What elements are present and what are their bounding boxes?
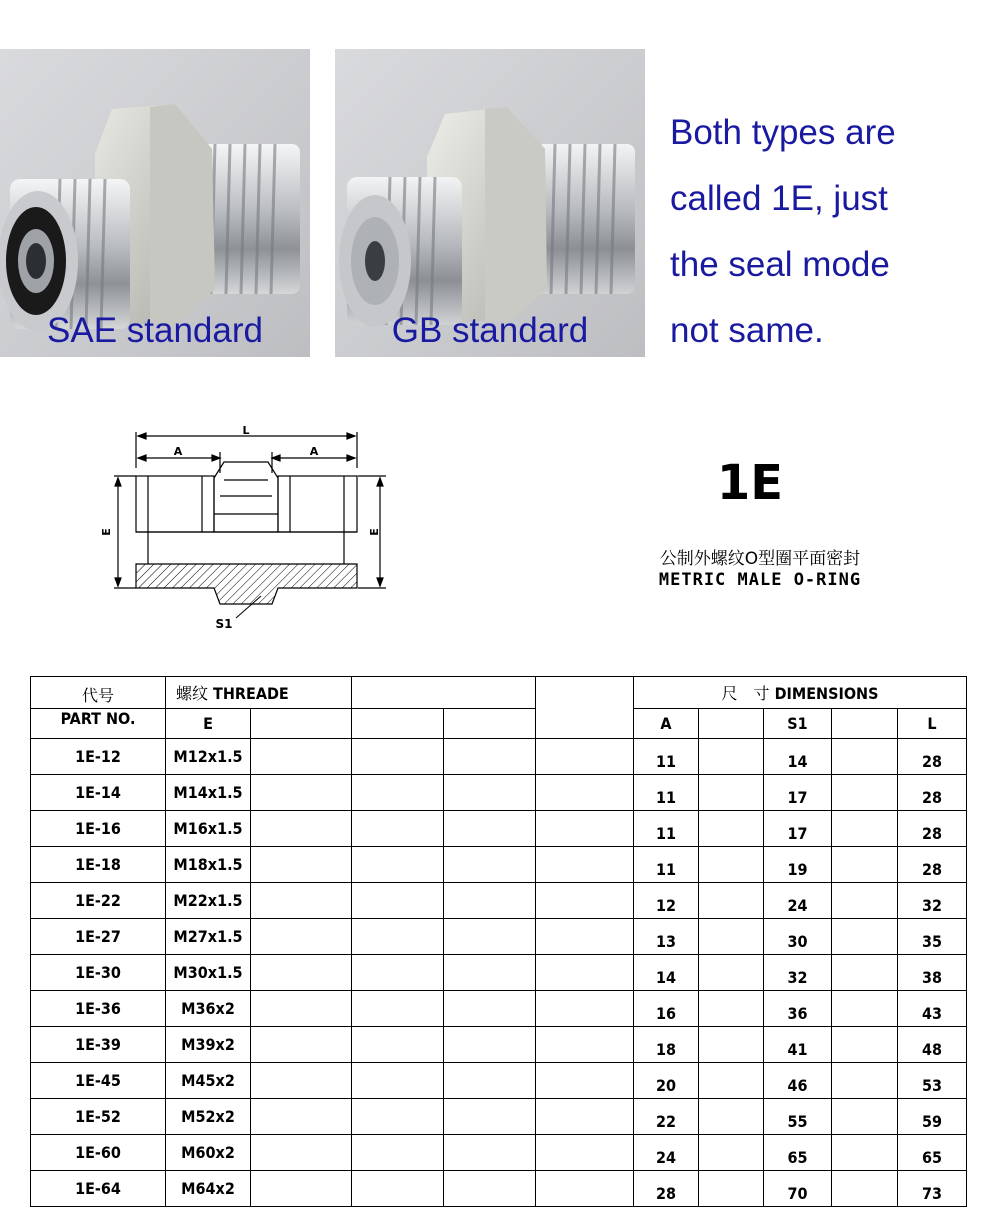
thread-cell: M27x1.5	[166, 919, 251, 955]
empty-cell	[536, 991, 634, 1027]
empty-cell	[444, 1063, 536, 1099]
a-value-cell: 13	[634, 919, 699, 955]
empty-cell	[444, 1135, 536, 1171]
empty-cell	[251, 775, 352, 811]
empty-cell	[699, 811, 764, 847]
empty-cell	[832, 847, 898, 883]
empty-cell	[536, 955, 634, 991]
table-row	[31, 1063, 967, 1099]
empty-cell	[251, 811, 352, 847]
part-no-cell: 1E-22	[31, 883, 166, 919]
l-value-cell: 35	[898, 919, 967, 955]
sae-standard-label: SAE standard	[47, 311, 263, 350]
l-value-cell: 28	[898, 775, 967, 811]
table-row	[31, 739, 967, 775]
a-value-cell: 28	[634, 1171, 699, 1207]
empty-cell	[699, 1099, 764, 1135]
empty-cell	[699, 991, 764, 1027]
part-no-cell: 1E-39	[31, 1027, 166, 1063]
table-row	[31, 1099, 967, 1135]
table-row	[31, 919, 967, 955]
header-empty-cell	[536, 677, 634, 739]
dim-label-e-left: E	[100, 528, 113, 536]
thread-cell: M14x1.5	[166, 775, 251, 811]
empty-cell	[832, 1063, 898, 1099]
dimensions-table	[30, 676, 967, 1207]
empty-cell	[352, 775, 444, 811]
empty-cell	[444, 739, 536, 775]
empty-cell	[536, 739, 634, 775]
l-value-cell: 28	[898, 811, 967, 847]
gb-standard-label: GB standard	[391, 311, 589, 350]
table-header-row	[31, 677, 967, 709]
s1-value-cell: 32	[764, 955, 832, 991]
l-value-cell: 38	[898, 955, 967, 991]
s1-value-cell: 30	[764, 919, 832, 955]
empty-cell	[832, 1171, 898, 1207]
dim-label-s1: S1	[215, 617, 233, 631]
part-no-cell: 1E-45	[31, 1063, 166, 1099]
empty-cell	[352, 811, 444, 847]
l-value-cell: 59	[898, 1099, 967, 1135]
empty-cell	[352, 883, 444, 919]
part-no-cell: 1E-27	[31, 919, 166, 955]
empty-cell	[251, 1063, 352, 1099]
a-value-cell: 11	[634, 739, 699, 775]
l-value-cell: 65	[898, 1135, 967, 1171]
empty-cell	[832, 955, 898, 991]
empty-cell	[352, 955, 444, 991]
fitting-cross-section-drawing	[96, 418, 396, 638]
empty-cell	[251, 739, 352, 775]
s1-value-cell: 65	[764, 1135, 832, 1171]
header-empty-cell	[352, 677, 536, 709]
part-no-cell: 1E-12	[31, 739, 166, 775]
empty-cell	[832, 1027, 898, 1063]
header-empty-cell	[251, 709, 352, 739]
empty-cell	[832, 1135, 898, 1171]
table-row	[31, 883, 967, 919]
a-value-cell: 20	[634, 1063, 699, 1099]
empty-cell	[444, 919, 536, 955]
empty-cell	[536, 775, 634, 811]
thread-cell: M22x1.5	[166, 883, 251, 919]
empty-cell	[536, 883, 634, 919]
empty-cell	[444, 883, 536, 919]
empty-cell	[832, 775, 898, 811]
empty-cell	[536, 811, 634, 847]
empty-cell	[444, 1027, 536, 1063]
a-value-cell: 11	[634, 847, 699, 883]
empty-cell	[251, 1027, 352, 1063]
thread-cell: M39x2	[166, 1027, 251, 1063]
dim-label-l: L	[242, 424, 250, 437]
s1-value-cell: 41	[764, 1027, 832, 1063]
header-part-cn-text: 代号	[81, 686, 114, 705]
l-value-cell: 53	[898, 1063, 967, 1099]
a-value-cell: 18	[634, 1027, 699, 1063]
empty-cell	[832, 811, 898, 847]
empty-cell	[699, 775, 764, 811]
product-code: 1E	[716, 455, 784, 511]
empty-cell	[352, 847, 444, 883]
empty-cell	[352, 919, 444, 955]
sae-fitting-photo	[0, 49, 310, 357]
empty-cell	[352, 1099, 444, 1135]
empty-cell	[444, 1171, 536, 1207]
table-row	[31, 847, 967, 883]
note-line: called 1E, just	[670, 179, 888, 218]
seal-mode-note	[670, 100, 970, 364]
empty-cell	[352, 1171, 444, 1207]
empty-cell	[352, 991, 444, 1027]
l-value-cell: 48	[898, 1027, 967, 1063]
note-line: not same.	[670, 311, 824, 350]
a-value-cell: 12	[634, 883, 699, 919]
s1-value-cell: 24	[764, 883, 832, 919]
l-value-cell: 73	[898, 1171, 967, 1207]
empty-cell	[444, 1099, 536, 1135]
header-col-a: A	[634, 709, 699, 739]
header-dimensions	[634, 677, 967, 709]
empty-cell	[536, 1171, 634, 1207]
empty-cell	[444, 811, 536, 847]
thread-cell: M36x2	[166, 991, 251, 1027]
table-row	[31, 1027, 967, 1063]
table-row	[31, 1135, 967, 1171]
thread-cell: M16x1.5	[166, 811, 251, 847]
empty-cell	[251, 955, 352, 991]
a-value-cell: 11	[634, 775, 699, 811]
empty-cell	[352, 1063, 444, 1099]
empty-cell	[832, 883, 898, 919]
product-title-cn: 公制外螺纹O型圈平面密封	[659, 549, 861, 569]
s1-value-cell: 19	[764, 847, 832, 883]
table-row	[31, 775, 967, 811]
thread-cell: M52x2	[166, 1099, 251, 1135]
empty-cell	[536, 919, 634, 955]
empty-cell	[699, 919, 764, 955]
product-title-en: METRIC MALE O-RING	[658, 570, 862, 590]
header-col-s1: S1	[764, 709, 832, 739]
empty-cell	[699, 955, 764, 991]
s1-value-cell: 46	[764, 1063, 832, 1099]
part-no-cell: 1E-14	[31, 775, 166, 811]
empty-cell	[251, 919, 352, 955]
empty-cell	[536, 1135, 634, 1171]
empty-cell	[251, 847, 352, 883]
s1-value-cell: 70	[764, 1171, 832, 1207]
part-no-cell: 1E-60	[31, 1135, 166, 1171]
header-thread-cn: 螺纹	[176, 684, 209, 703]
empty-cell	[251, 991, 352, 1027]
s1-value-cell: 14	[764, 739, 832, 775]
empty-cell	[444, 775, 536, 811]
empty-cell	[536, 847, 634, 883]
empty-cell	[444, 955, 536, 991]
table-row	[31, 811, 967, 847]
s1-value-cell: 55	[764, 1099, 832, 1135]
part-no-cell: 1E-16	[31, 811, 166, 847]
thread-cell: M18x1.5	[166, 847, 251, 883]
header-dims-cn: 尺 寸	[721, 684, 770, 703]
empty-cell	[251, 1171, 352, 1207]
l-value-cell: 43	[898, 991, 967, 1027]
l-value-cell: 28	[898, 739, 967, 775]
header-part-cn	[31, 677, 166, 709]
s1-value-cell: 17	[764, 775, 832, 811]
s1-value-cell: 17	[764, 811, 832, 847]
table-subheader-row	[31, 709, 967, 739]
thread-cell: M60x2	[166, 1135, 251, 1171]
empty-cell	[536, 1063, 634, 1099]
header-empty-cell	[832, 709, 898, 739]
header-empty-cell	[444, 709, 536, 739]
part-no-cell: 1E-30	[31, 955, 166, 991]
part-no-cell: 1E-18	[31, 847, 166, 883]
empty-cell	[699, 847, 764, 883]
empty-cell	[699, 1171, 764, 1207]
empty-cell	[352, 1027, 444, 1063]
empty-cell	[832, 919, 898, 955]
part-no-cell: 1E-52	[31, 1099, 166, 1135]
a-value-cell: 14	[634, 955, 699, 991]
header-part-en: PART NO.	[31, 709, 166, 739]
empty-cell	[352, 1135, 444, 1171]
empty-cell	[832, 1099, 898, 1135]
thread-cell: M64x2	[166, 1171, 251, 1207]
l-value-cell: 28	[898, 847, 967, 883]
a-value-cell: 24	[634, 1135, 699, 1171]
empty-cell	[832, 991, 898, 1027]
note-line: the seal mode	[670, 245, 890, 284]
empty-cell	[444, 847, 536, 883]
empty-cell	[832, 739, 898, 775]
part-no-cell: 1E-64	[31, 1171, 166, 1207]
empty-cell	[444, 991, 536, 1027]
empty-cell	[699, 1027, 764, 1063]
l-value-cell: 32	[898, 883, 967, 919]
header-empty-cell	[699, 709, 764, 739]
empty-cell	[536, 1099, 634, 1135]
s1-value-cell: 36	[764, 991, 832, 1027]
empty-cell	[251, 1135, 352, 1171]
header-col-l: L	[898, 709, 967, 739]
empty-cell	[352, 739, 444, 775]
a-value-cell: 11	[634, 811, 699, 847]
thread-cell: M45x2	[166, 1063, 251, 1099]
header-dims-en: DIMENSIONS	[774, 684, 879, 703]
header-thread	[166, 677, 352, 709]
dim-label-e-right: E	[368, 528, 381, 536]
dim-label-a-left: A	[173, 445, 183, 458]
part-no-cell: 1E-36	[31, 991, 166, 1027]
a-value-cell: 16	[634, 991, 699, 1027]
header-thread-en: THREADE	[213, 684, 289, 703]
empty-cell	[251, 883, 352, 919]
dimensions-table-body	[31, 739, 967, 1207]
table-row	[31, 1171, 967, 1207]
header-empty-cell	[352, 709, 444, 739]
empty-cell	[251, 1099, 352, 1135]
gb-fitting-photo	[335, 49, 645, 357]
empty-cell	[699, 1135, 764, 1171]
thread-cell: M30x1.5	[166, 955, 251, 991]
a-value-cell: 22	[634, 1099, 699, 1135]
empty-cell	[536, 1027, 634, 1063]
table-row	[31, 955, 967, 991]
header-thread-sub: E	[166, 709, 251, 739]
table-row	[31, 991, 967, 1027]
thread-cell: M12x1.5	[166, 739, 251, 775]
note-line: Both types are	[670, 113, 896, 152]
empty-cell	[699, 739, 764, 775]
empty-cell	[699, 883, 764, 919]
dim-label-a-right: A	[309, 445, 319, 458]
empty-cell	[699, 1063, 764, 1099]
